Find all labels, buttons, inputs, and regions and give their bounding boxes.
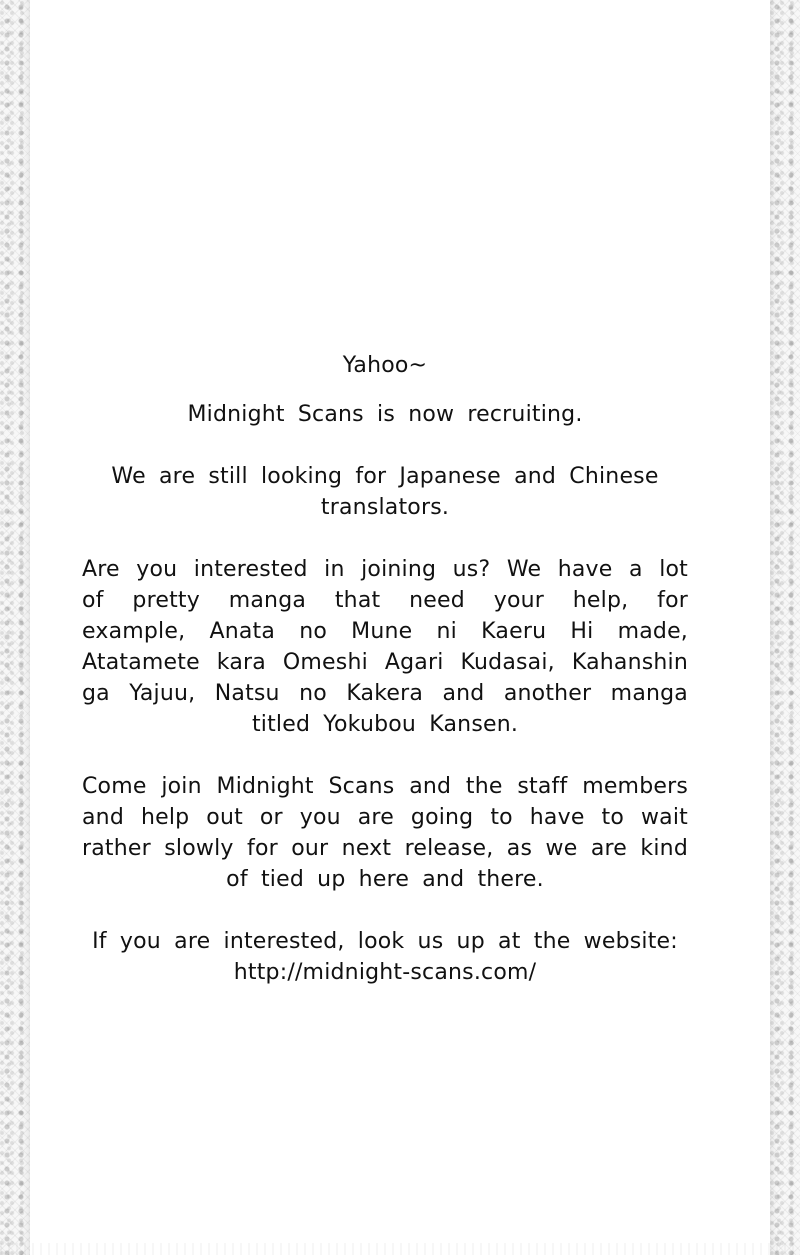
staff-invitation: Come join Midnight Scans and the staff members and help out or you are going to have to wait rather slowly for our next release, as we are kind of tied up here and there. [82,774,688,892]
recruitment-message [82,350,688,988]
website-link[interactable]: http://midnight-scans.com/ [233,960,537,985]
contact-line: If you are interested, look us up at the website: [92,929,678,954]
greeting-text: Yahoo~ [342,353,428,378]
right-lace-border [770,0,800,1255]
contact-paragraph [82,926,688,988]
bottom-lace-border [0,1243,800,1255]
recruiting-announcement: Midnight Scans is now recruiting. [187,402,583,427]
manga-project-list: Are you interested in joining us? We have a lot of pretty manga that need your help, for example, Anata no Mune ni Kaeru Hi made, Atatamete kara Omeshi Agari Kudasai, Kahanshin ga Yajuu, Natsu no Kakera and another manga titled Yokubou Kansen. [82,557,688,737]
translator-request: We are still looking for Japanese and Chinese translators. [111,464,659,520]
left-lace-border [0,0,30,1255]
